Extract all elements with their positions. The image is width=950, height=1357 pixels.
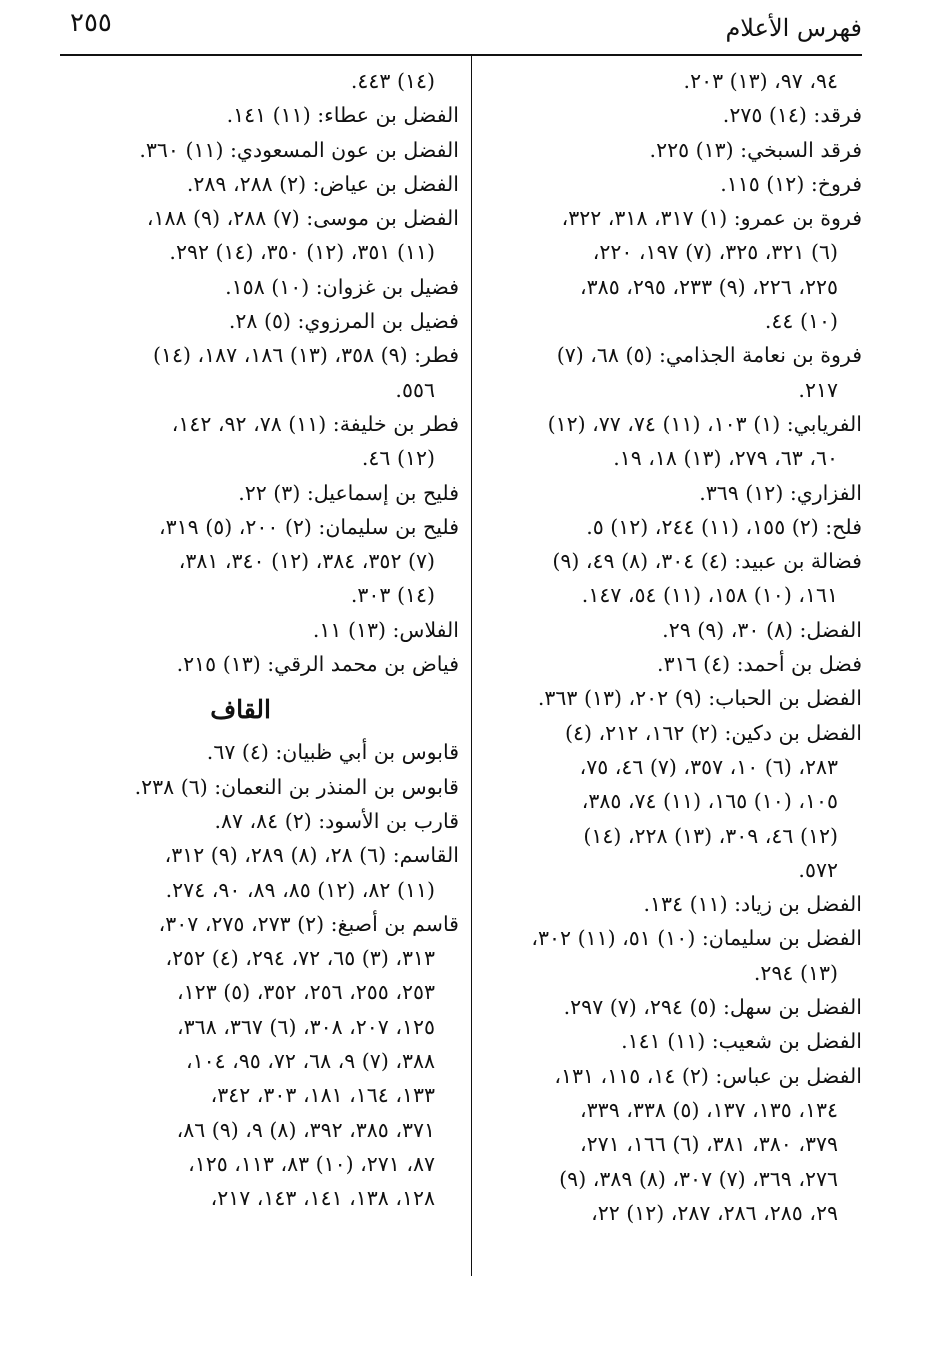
index-entry: فياض بن محمد الرقي: (١٣) ٢١٥. [176, 652, 459, 677]
index-entry-continuation: (١٢) ٤٦. [361, 446, 435, 471]
index-entry: الفضل بن عياض: (٢) ٢٨٨، ٢٨٩. [186, 171, 459, 196]
index-column-right [486, 64, 862, 1230]
index-entry-continuation: ٣٨٨، (٧) ٩، ٦٨، ٧٢، ٩٥، ١٠٤، [185, 1049, 435, 1074]
index-entry: قارب بن الأسود: (٢) ٨٤، ٨٧. [214, 808, 459, 833]
index-entry-continuation: ٢٨٣، (٦) ١٠، ٣٥٧، (٧) ٤٦، ٧٥، [579, 754, 838, 779]
index-entry: الفضل بن عون المسعودي: (١١) ٣٦٠. [139, 137, 459, 162]
index-entry-continuation: ١٢٥، ٢٠٧، ٣٠٨، (٦) ٣٦٧، ٣٦٨، [177, 1014, 435, 1039]
index-entry-continuation: (٦) ٣٢١، ٣٢٥، (٧) ١٩٧، ٢٢٠، [592, 240, 838, 265]
index-entry-continuation: ١٦١، (١٠) ١٥٨، (١١) ٥٤، ١٤٧. [581, 583, 838, 608]
index-column-left [86, 64, 459, 1216]
index-entry: فضيل بن غزوان: (١٠) ١٥٨. [225, 274, 459, 299]
index-entry: الفضل بن زياد: (١١) ١٣٤. [643, 892, 862, 917]
index-entry-continuation: ٩٤، ٩٧، (١٣) ٢٠٣. [683, 69, 838, 93]
index-entry-continuation: ٣٧٩، ٣٨٠، ٣٨١، (٦) ١٦٦، ٢٧١، [580, 1132, 838, 1157]
index-entry-continuation: ٢٩، ٢٨٥، ٢٨٦، ٢٨٧، (١٢) ٢٢، [591, 1200, 838, 1225]
section-heading: القاف [210, 695, 271, 725]
index-entry: الفضل بن سليمان: (١٠) ٥١، (١١) ٣٠٢، [531, 926, 862, 951]
index-entry: فضل بن أحمد: (٤) ٣١٦. [657, 652, 862, 677]
index-entry-continuation: (١٣) ٢٩٤. [753, 960, 838, 985]
index-entry-continuation: ٥٧٢. [798, 857, 838, 882]
index-entry: فروخ: (١٢) ١١٥. [720, 171, 862, 196]
index-entry-continuation: (١١) ٨٢، (١٢) ٨٥، ٨٩، ٩٠، ٢٧٤. [165, 877, 435, 902]
index-entry: فطر: (٩) ٣٥٨، (١٣) ١٨٦، ١٨٧، (١٤) [152, 343, 459, 368]
index-entry: قاسم بن أصبغ: (٢) ٢٧٣، ٢٧٥، ٣٠٧، [158, 911, 459, 936]
index-entry: فضالة بن عبيد: (٤) ٣٠٤، (٨) ٤٩، (٩) [552, 549, 862, 574]
index-entry-continuation: ٢٥٣، ٢٥٥، ٢٥٦، ٣٥٢، (٥) ١٢٣، [177, 980, 435, 1005]
index-entry-continuation: ٨٧، ٢٧١، (١٠) ٨٣، ١١٣، ١٢٥، [188, 1151, 435, 1176]
index-entry-continuation: ٢٢٥، ٢٢٦، (٩) ٢٣٣، ٢٩٥، ٣٨٥، [580, 274, 838, 299]
index-entry: الفلاس: (١٣) ١١. [312, 617, 459, 642]
index-entry-continuation: (١٠) ٤٤. [764, 309, 838, 334]
index-entry-continuation: ٣٧١، ٣٨٥، ٣٩٢، (٨) ٩، (٩) ٨٦، [176, 1117, 435, 1142]
index-entry: فليح بن سليمان: (٢) ٢٠٠، (٥) ٣١٩، [159, 514, 459, 539]
index-entry: فروة بن عمرو: (١) ٣١٧، ٣١٨، ٣٢٢، [561, 206, 862, 231]
index-entry: فضيل بن المرزوي: (٥) ٢٨. [228, 309, 459, 334]
index-entry-continuation: ١٣٤، ١٣٥، ١٣٧، (٥) ٣٣٨، ٣٣٩، [580, 1097, 838, 1122]
index-entry: الفضل بن عباس: (٢) ١٤، ١١٥، ١٣١، [554, 1063, 862, 1088]
index-entry: الفزاري: (١٢) ٣٦٩. [699, 480, 862, 505]
index-entry-continuation: (٧) ٣٥٢، ٣٨٤، (١٢) ٣٤٠، ٣٨١، [178, 549, 435, 574]
index-entry-continuation: ١٣٣، ١٦٤، ١٨١، ٣٠٣، ٣٤٢، [210, 1083, 435, 1108]
index-entry: فطر بن خليفة: (١١) ٧٨، ٩٢، ١٤٢، [171, 411, 459, 436]
running-title: فهرس الأعلام [725, 14, 862, 42]
index-entry: الفضل بن شعيب: (١١) ١٤١. [621, 1029, 862, 1054]
index-entry: الفضل بن الحباب: (٩) ٢٠٢، (١٣) ٣٦٣. [537, 686, 862, 711]
page-number: ٢٥٥ [70, 8, 112, 38]
header-rule [60, 54, 862, 56]
index-entry-continuation: (١٤) ٤٤٣. [350, 69, 435, 93]
index-entry: فلح: (٢) ١٥٥، (١١) ٢٤٤، (١٢) ٥. [586, 514, 862, 539]
index-entry-continuation: ٢١٧. [798, 377, 838, 402]
index-entry: القاسم: (٦) ٢٨، (٨) ٢٨٩، (٩) ٣١٢، [164, 843, 459, 868]
index-entry-continuation: (١٤) ٣٠٣. [350, 583, 435, 608]
index-entry-continuation: (١١) ٣٥١، (١٢) ٣٥٠، (١٤) ٢٩٢. [169, 240, 435, 265]
index-entry: الفريابي: (١) ١٠٣، (١١) ٧٤، ٧٧، (١٢) [547, 411, 862, 436]
index-entry: فليح بن إسماعيل: (٣) ٢٢. [238, 480, 459, 505]
index-entry-continuation: (١٢) ٤٦، ٣٠٩، (١٣) ٢٢٨، (١٤) [583, 823, 838, 848]
index-entry: الفضل بن سهل: (٥) ٢٩٤، (٧) ٢٩٧. [563, 995, 862, 1020]
index-entry: الفضل: (٨) ٣٠، (٩) ٢٩. [662, 617, 862, 642]
index-entry-continuation: ٣١٣، (٣) ٦٥، ٧٢، ٢٩٤، (٤) ٢٥٢، [165, 946, 435, 971]
index-entry: الفضل بن موسى: (٧) ٢٨٨، (٩) ١٨٨، [146, 206, 459, 231]
index-entry: الفضل بن عطاء: (١١) ١٤١. [226, 103, 459, 128]
index-entry-continuation: ١٠٥، (١٠) ١٦٥، (١١) ٧٤، ٣٨٥، [581, 789, 838, 814]
index-entry: فرقد السبخي: (١٣) ٢٢٥. [649, 137, 862, 162]
index-entry: فروة بن نعامة الجذامي: (٥) ٦٨، (٧) [556, 343, 862, 368]
index-entry: الفضل بن دكين: (٢) ١٦٢، ٢١٢، (٤) [565, 720, 862, 745]
index-entry: فرقد: (١٤) ٢٧٥. [722, 103, 862, 128]
index-entry: قابوس بن أبي ظبيان: (٤) ٦٧. [206, 740, 459, 765]
index-entry: قابوس بن المنذر بن النعمان: (٦) ٢٣٨. [134, 774, 459, 799]
index-entry-continuation: ٦٠، ٦٣، ٢٧٩، (١٣) ١٨، ١٩. [613, 446, 838, 471]
index-entry-continuation: ١٢٨، ١٣٨، ١٤١، ١٤٣، ٢١٧، [210, 1186, 435, 1211]
index-entry-continuation: ٥٥٦. [395, 377, 435, 402]
index-entry-continuation: ٢٧٦، ٣٦٩، (٧) ٣٠٧، (٨) ٣٨٩، (٩) [559, 1166, 838, 1191]
column-divider [471, 56, 472, 1276]
